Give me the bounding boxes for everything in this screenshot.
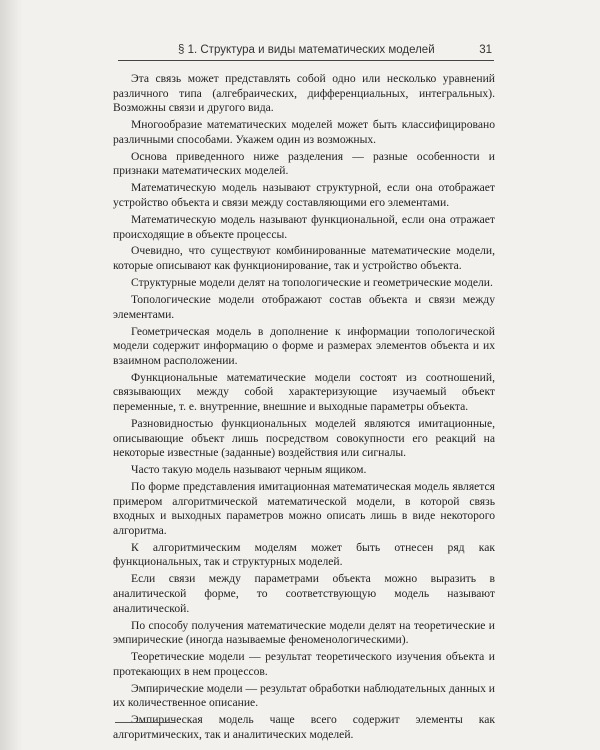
paragraph: Геометрическая модель в дополнение к информации топологической модели содержит информацию о форме и размерах элементов объекта и их взаимном расположении. bbox=[113, 324, 495, 367]
paragraph: Математическую модель называют структурной, если она отображает устройство объекта и связи между составляющими его элементами. bbox=[113, 181, 495, 209]
paragraph: Функциональные математические модели состоят из соотношений, связывающих между собой характеризующие изучаемый объект переменные, т. е. внутренние, внешние и выходные параметры объекта. bbox=[113, 370, 495, 413]
paragraph: По способу получения математические модели делят на теоретические и эмпирические (иногда называемые феноменологическими). bbox=[113, 618, 495, 647]
paragraph: Топологические модели отображают состав объекта и связи между элементами. bbox=[113, 293, 495, 321]
paragraph: Многообразие математических моделей может быть классифицировано различными способами. Укажем один из возможных. bbox=[113, 118, 495, 146]
paragraph: Эмпирические модели — результат обработки наблюдательных данных и их количественное описание. bbox=[113, 681, 495, 710]
footer-rule bbox=[115, 722, 175, 723]
paragraph: Основа приведенного ниже разделения — разные особенности и признаки математических моделей. bbox=[113, 149, 495, 178]
paragraph: По форме представления имитационная математическая модель является примером алгоритмической математической модели, в которой связь входных и выходных параметров можно описать лишь в виде некоторого алгоритма. bbox=[113, 480, 495, 537]
running-title: § 1. Структура и виды математических моделей bbox=[178, 44, 435, 56]
paragraph: Очевидно, что существуют комбинированные математические модели, которые описывают как функционирование, так и устройство объекта. bbox=[113, 244, 495, 273]
body-text bbox=[113, 72, 495, 745]
paragraph: Эмпирическая модель чаще всего содержит элементы как алгоритмических, так и аналитических моделей. bbox=[113, 713, 495, 741]
paragraph: Разновидностью функциональных моделей являются имитационные, описывающие объект лишь посредством совокупности его реакций на некоторые известные (заданные) воздействия или сигналы. bbox=[113, 416, 495, 460]
binding-shadow bbox=[0, 0, 22, 750]
paragraph: Структурные модели делят на топологические и геометрические модели. bbox=[131, 276, 493, 290]
paragraph: Часто такую модель называют черным ящиком. bbox=[131, 463, 367, 477]
paragraph: Теоретические модели — результат теоретического изучения объекта и протекающих в нем процессов. bbox=[113, 650, 495, 678]
page-number: 31 bbox=[479, 44, 492, 56]
running-header bbox=[118, 42, 494, 61]
paragraph: Эта связь может представлять собой одно или несколько уравнений различного типа (алгебраических, дифференциальных, интегральных). Возможны связи и другого вида. bbox=[113, 72, 495, 115]
paragraph: Математическую модель называют функциональной, если она отражает происходящие в объекте процессы. bbox=[113, 212, 495, 241]
paragraph: Если связи между параметрами объекта можно выразить в аналитической форме, то соответствующую модель называют аналитической. bbox=[113, 572, 495, 615]
paragraph: К алгоритмическим моделям может быть отнесен ряд как функциональных, так и структурных моделей. bbox=[113, 540, 495, 569]
